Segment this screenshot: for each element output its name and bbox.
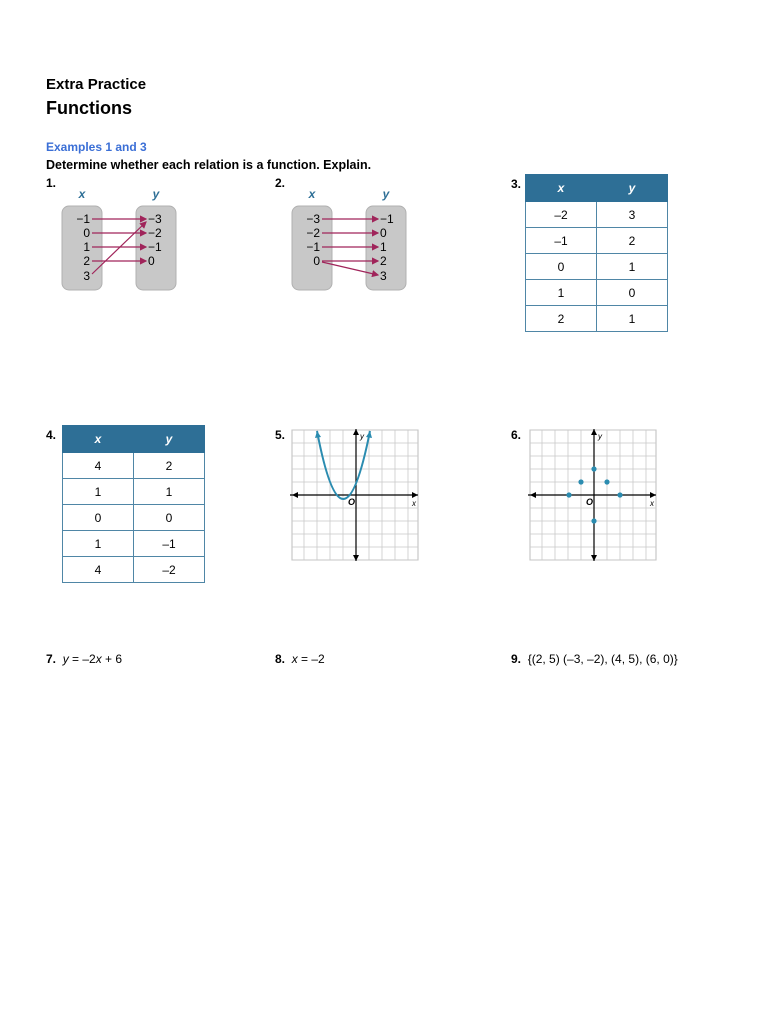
problem-4-number: 4. (46, 428, 57, 442)
instructions: Determine whether each relation is a function. Explain. (46, 158, 372, 172)
table-row (63, 505, 205, 531)
equation-lhs: y (62, 652, 69, 666)
range-value: 3 (380, 269, 387, 283)
range-value: 0 (148, 254, 155, 268)
range-value: 2 (380, 254, 387, 268)
table-row (526, 202, 668, 228)
cell-x: –2 (526, 202, 597, 228)
cell-y: –1 (134, 531, 205, 557)
x-label: x (78, 187, 86, 201)
range-value: 0 (380, 226, 387, 240)
x-axis-label: x (650, 499, 654, 508)
equation-part: = –2 (68, 652, 96, 666)
x-axis-label: x (412, 499, 416, 508)
equation-part: = –2 (297, 652, 325, 666)
problem-5-graph (290, 427, 422, 563)
range-value: −3 (148, 212, 162, 226)
table-row (526, 228, 668, 254)
domain-value: −3 (306, 212, 320, 226)
cell-y: 1 (134, 479, 205, 505)
problem-9-number: 9. (511, 652, 522, 666)
problem-8 (275, 652, 325, 666)
problem-3-number: 3. (511, 177, 522, 191)
table-header-y: y (597, 175, 668, 202)
cell-y: 1 (597, 306, 668, 332)
domain-value: 1 (83, 240, 90, 254)
cell-y: 3 (597, 202, 668, 228)
domain-value: −1 (76, 212, 90, 226)
y-axis-label: y (598, 432, 602, 441)
cell-y: 1 (597, 254, 668, 280)
origin-label: O (586, 497, 594, 507)
cell-x: 1 (63, 531, 134, 557)
equation-part: + 6 (101, 652, 123, 666)
y-axis-label: y (360, 432, 364, 441)
table-row (526, 254, 668, 280)
page-kicker: Extra Practice (46, 76, 147, 93)
origin-label: O (348, 497, 356, 507)
point (578, 479, 583, 484)
parabola-curve (317, 431, 370, 499)
cell-x: 1 (526, 280, 597, 306)
table-header-x: x (63, 426, 134, 453)
domain-value: 0 (83, 226, 90, 240)
page-title: Functions (46, 98, 132, 118)
table-header-y: y (134, 426, 205, 453)
problem-7 (46, 652, 122, 666)
table-row (526, 280, 668, 306)
ordered-pair-set: {(2, 5) (–3, –2), (4, 5), (6, 0)} (527, 652, 678, 666)
range-value: −2 (148, 226, 162, 240)
point (617, 492, 622, 497)
domain-value: −2 (306, 226, 320, 240)
examples-label: Examples 1 and 3 (46, 140, 147, 154)
domain-value: 3 (83, 269, 90, 283)
domain-value: 0 (313, 254, 320, 268)
domain-value: −1 (306, 240, 320, 254)
problem-5-number: 5. (275, 428, 286, 442)
cell-y: 2 (134, 453, 205, 479)
problem-6-graph (528, 427, 660, 563)
table-row (63, 479, 205, 505)
problem-6-number: 6. (511, 428, 522, 442)
problem-1-mapping-diagram (58, 186, 178, 294)
table-row (63, 453, 205, 479)
problem-2-number: 2. (275, 176, 286, 190)
problem-3-table (525, 174, 668, 332)
cell-x: 4 (63, 557, 134, 583)
range-value: −1 (148, 240, 162, 254)
table-row (63, 531, 205, 557)
range-value: −1 (380, 212, 394, 226)
point (604, 479, 609, 484)
point (591, 518, 596, 523)
x-label: x (308, 187, 316, 201)
cell-x: 0 (63, 505, 134, 531)
cell-y: –2 (134, 557, 205, 583)
cell-x: 2 (526, 306, 597, 332)
range-value: 1 (380, 240, 387, 254)
y-label: y (152, 187, 160, 201)
cell-y: 2 (597, 228, 668, 254)
cell-x: 0 (526, 254, 597, 280)
graph-axes (290, 429, 418, 561)
problem-8-number: 8. (275, 652, 286, 666)
point (566, 492, 571, 497)
table-header-x: x (526, 175, 597, 202)
equation-lhs: x (291, 652, 298, 666)
problem-1-number: 1. (46, 176, 57, 190)
point (591, 466, 596, 471)
table-row (526, 306, 668, 332)
table-row (63, 557, 205, 583)
problem-4-table (62, 425, 205, 583)
cell-x: –1 (526, 228, 597, 254)
problem-2-mapping-diagram (288, 186, 410, 294)
y-label: y (382, 187, 390, 201)
domain-value: 2 (83, 254, 90, 268)
cell-x: 4 (63, 453, 134, 479)
problem-7-number: 7. (46, 652, 57, 666)
equation-var: x (95, 652, 102, 666)
graph-axes (528, 429, 656, 561)
problem-9 (511, 652, 678, 666)
cell-x: 1 (63, 479, 134, 505)
cell-y: 0 (597, 280, 668, 306)
cell-y: 0 (134, 505, 205, 531)
